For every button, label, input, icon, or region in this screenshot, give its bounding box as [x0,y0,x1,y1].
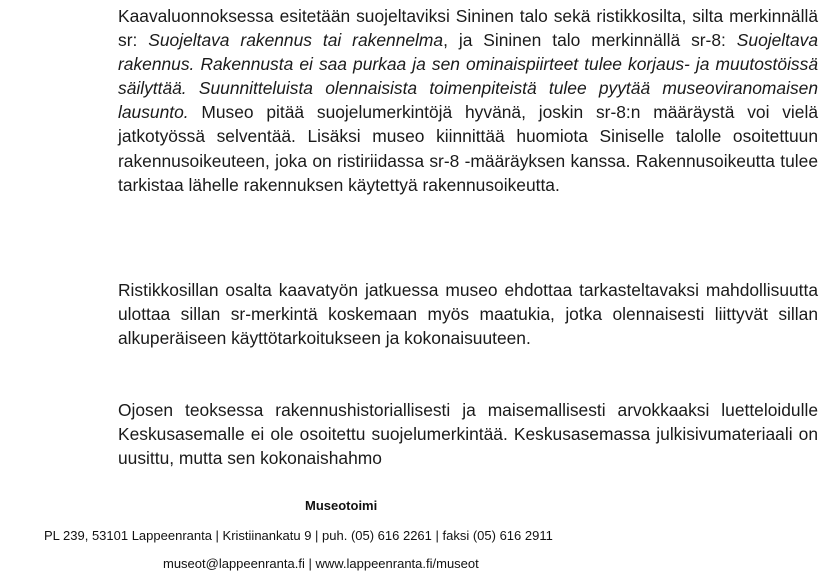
paragraph-3 [118,398,818,470]
paragraph-1-text-2: , ja Sininen talo merkinnällä sr-8: [443,30,737,51]
paragraph-2 [118,278,818,350]
footer-address: PL 239, 53101 Lappeenranta | Kristiinankatu 9 | puh. (05) 616 2261 | faksi (05) 616 2911 [44,528,553,543]
paragraph-1-italic-1: Suojeltava rakennus tai rakennelma [148,30,444,51]
paragraph-3-text: Ojosen teoksessa rakennushistoriallisesti ja maisemallisesti arvokkaaksi luetteloidulle Keskusasemalle ei ole osoitettu suojelumerkintää. Keskusasemassa julkisivumateriaali on uusittu, mutta sen kokonaishahmo [118,400,818,469]
paragraph-1-text-1: Kaavaluonnoksessa esitetään suojeltaviksi Sininen talo sekä ristikkosilta, silta merkinnällä sr: [118,6,818,51]
footer-contact-web: museot@lappeenranta.fi | www.lappeenranta.fi/museot [163,556,479,571]
footer-organization: Museotoimi [305,498,378,513]
paragraph-2-text: Ristikkosillan osalta kaavatyön jatkuessa museo ehdottaa tarkasteltavaksi mahdollisuutta ulottaa sillan sr-merkintä koskemaan myös maatukia, jotka olennaisesti liittyvät sillan alkuperäiseen käyttötarkoitukseen ja kokonaisuuteen. [118,280,818,349]
paragraph-1-text-3: Museo pitää suojelumerkintöjä hyvänä, joskin sr-8:n määräystä voi vielä jatkotyössä selventää. Lisäksi museo kiinnittää huomiota Siniselle talolle osoitettuun rakennusoikeuteen, joka on ristiriidassa sr-8 -määräyksen kanssa. Rakennusoikeutta tulee tarkistaa lähelle rakennuksen käytettyä rakennusoikeutta. [118,102,818,195]
paragraph-1 [118,4,818,197]
paragraph-1-italic-2: Suojeltava rakennus. Rakennusta ei saa purkaa ja sen ominaispiirteet tulee korjaus- ja muutostöissä säilyttää. Suunnitteluista olennaisista toimenpiteistä tulee pyytää museoviranomaisen lausunto. [118,30,819,123]
